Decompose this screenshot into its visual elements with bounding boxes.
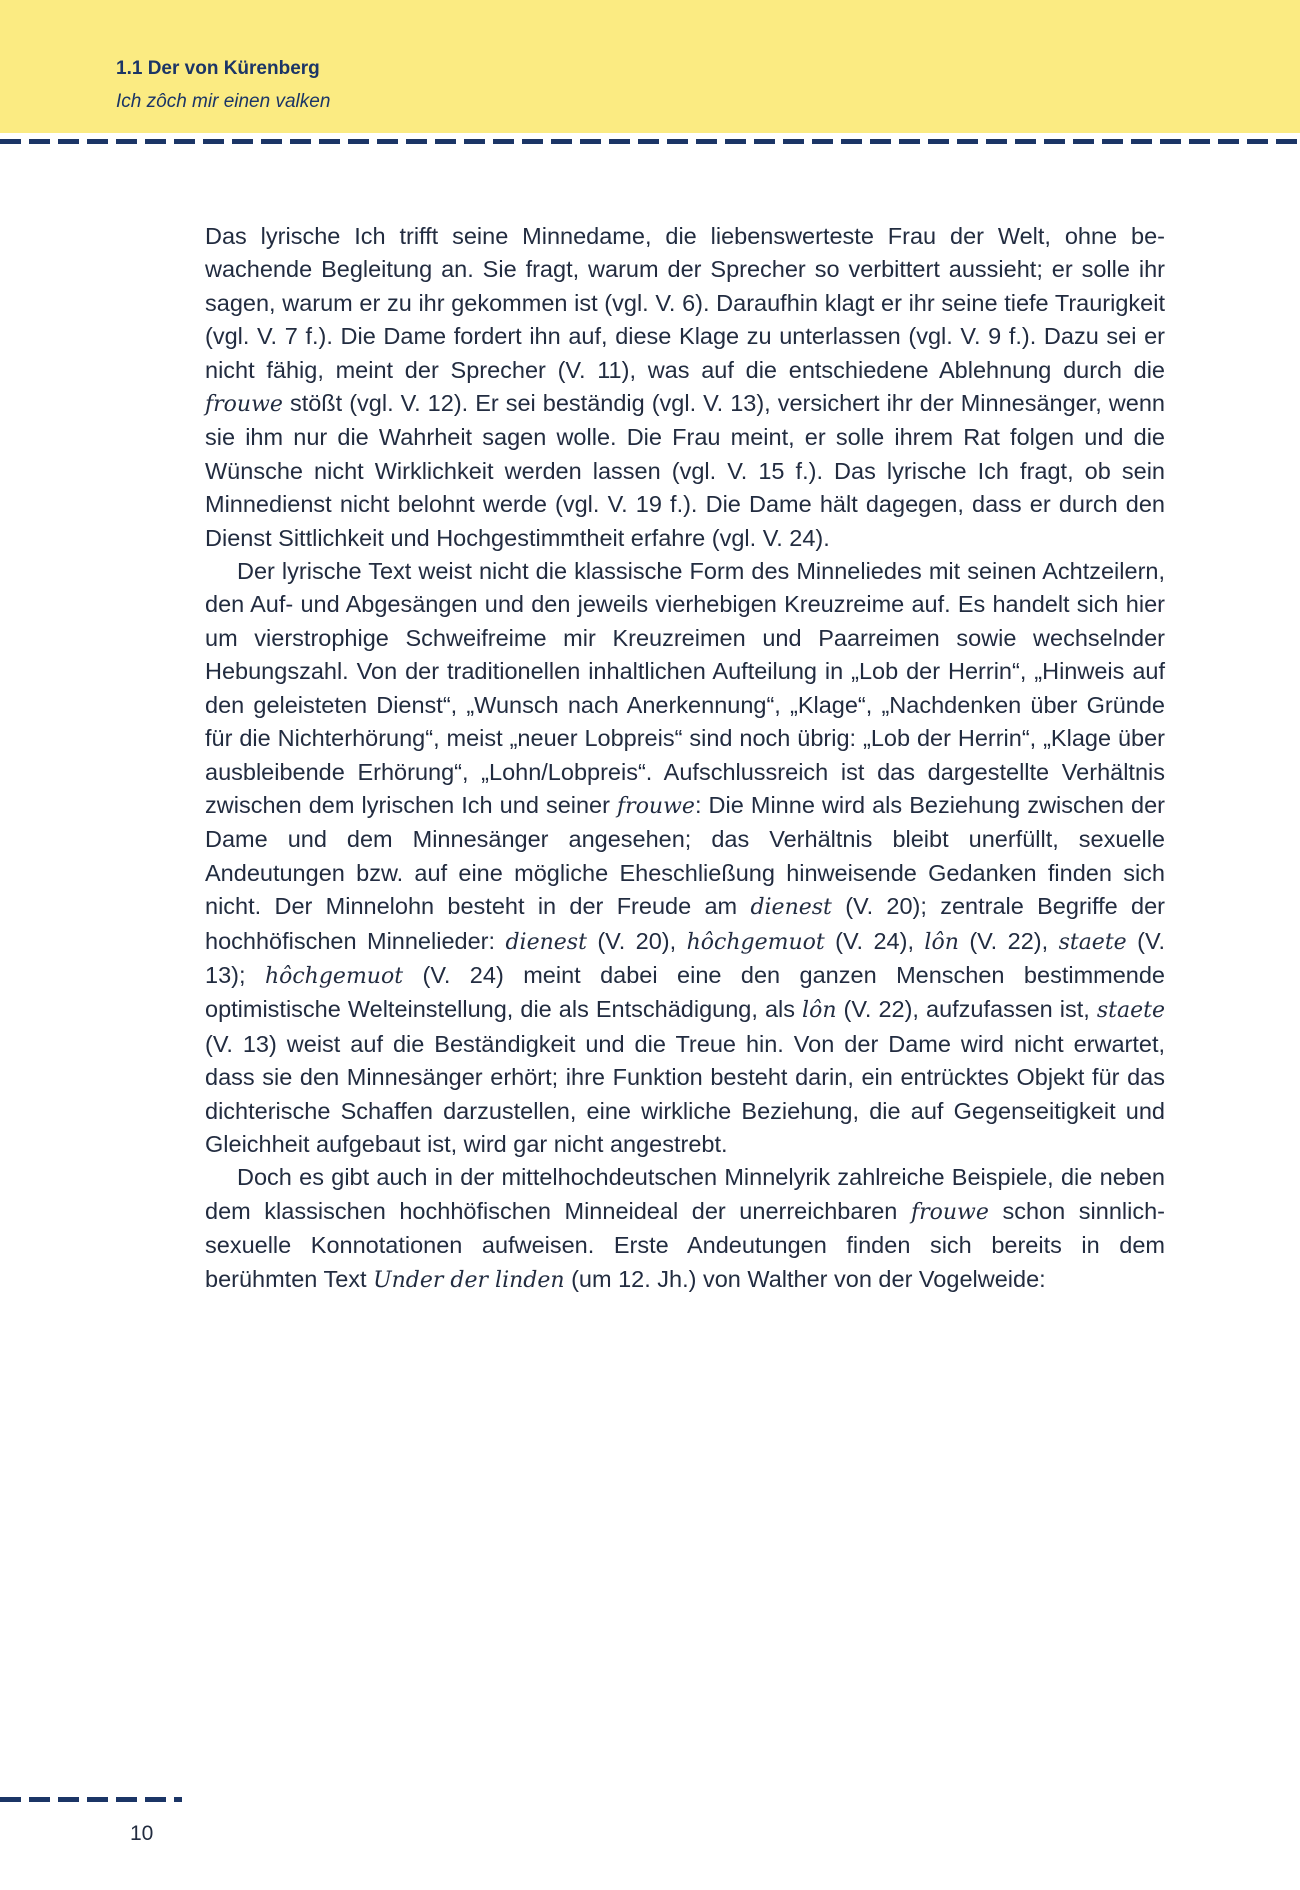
text-run: Doch es gibt auch in der mittelhochdeutschen Minnelyrik zahlreiche Beispiele, die neben dem klassischen hochhöfischen Minneideal der unerreichbaren bbox=[205, 1164, 1165, 1224]
italic-term: hôchgemuot bbox=[264, 963, 404, 989]
header-band bbox=[0, 0, 1300, 133]
italic-term: frouwe bbox=[205, 392, 283, 418]
text-run: (V. 24) meint dabei eine den ganzen Menschen bestimmende optimistische Welteinstellung, die als Entschädigung, als bbox=[205, 961, 1165, 1023]
italic-term: dienest bbox=[750, 895, 832, 921]
chapter-title: 1.1 Der von Kürenberg bbox=[116, 58, 320, 79]
text-run: (V. 13) weist auf die Beständigkeit und die Treue hin. Von der Dame wird nicht erwartet, dass sie den Minnesänger erhört; ihre Funktion besteht darin, ein entrücktes Objekt für das dichterische Schaffen darzustellen, eine wirkliche Beziehung, die auf Gegenseitigkeit und Gleichheit aufgebaut ist, wird gar nicht angestrebt. bbox=[205, 1030, 1165, 1157]
paragraph-3 bbox=[205, 1161, 1165, 1297]
text-run: (V. 13); bbox=[205, 927, 1166, 988]
text-run: : Die Minne wird als Beziehung zwischen der Dame und dem Minnesänger angesehen; das Verhältnis bleibt unerfüllt, sexuelle Andeutungen bzw. auf eine mögliche Eheschließung hinweisende Gedanken finden sich nicht. Der Minnelohn besteht in der Freude am bbox=[205, 791, 1165, 920]
section-subtitle: Ich zôch mir einen valken bbox=[116, 91, 331, 112]
page-number: 10 bbox=[130, 1822, 154, 1845]
text-run: Der lyrische Text weist nicht die klassische Form des Minneliedes mit seinen Achtzeilern, den Auf- und Abgesängen und den jeweils vierhebigen Kreuzreime auf. Es handelt sich hier um vierstrophige Schweifreime mir Kreuzreimen und Paarreimen sowie wechselnder Hebungszahl. Von der traditionellen inhaltlichen Aufteilung in „Lob der Herrin“, „Hinweis auf den geleisteten Dienst“, „Wunsch nach Anerkennung“, „Klage“, „Nachdenken über Gründe für die Nichterhörung“, meist „neuer Lobpreis“ sind noch übrig: „Lob der Herrin“, „Klage über ausbleibende Erhörung“, „Lohn/Lobpreis“. Aufschlussreich ist das dargestellte Verhältnis zwischen dem lyrischen Ich und seiner bbox=[205, 558, 1165, 818]
body-text bbox=[205, 220, 1165, 1297]
text-run: schon sinnlich-sexuelle Konnotationen aufweisen. Erste Andeutungen finden sich bereits in dem berühmten Text bbox=[205, 1197, 1165, 1292]
text-run: Das lyrische Ich trifft seine Minnedame, die liebenswerteste Frau der Welt, ohne bewachende Begleitung an. Sie fragt, warum der Sprecher so verbittert aussieht; er solle ihr sagen, warum er zu ihr gekommen ist (vgl. V. 6). Daraufhin klagt er ihr seine tiefe Traurigkeit (vgl. V. 7 f.). Die Dame fordert ihn auf, diese Klage zu unterlassen (vgl. V. 9 f.). Dazu sei er nicht fähig, meint der Sprecher (V. 11), was auf die entschiedene Ablehnung durch die bbox=[205, 223, 1165, 383]
italic-title: Under der linden bbox=[373, 1267, 565, 1293]
italic-term: staete bbox=[1058, 929, 1127, 955]
italic-term: staete bbox=[1096, 998, 1166, 1024]
header-dashed-rule bbox=[0, 139, 1300, 144]
italic-term: lôn bbox=[924, 929, 959, 955]
text-run: stößt (vgl. V. 12). Er sei beständig (vgl. V. 13), versichert ihr der Minnesänger, wenn sie ihm nur die Wahrheit sagen wolle. Die Frau meint, er solle ihrem Rat folgen und die Wünsche nicht Wirklichkeit werden lassen (vgl. V. 15 f.). Das lyrische Ich fragt, ob sein Minnedienst nicht belohnt werde (vgl. V. 19 f.). Die Dame hält dagegen, dass er durch den Dienst Sittlichkeit und Hochgestimmtheit erfahre (vgl. V. 24). bbox=[205, 390, 1165, 551]
text-run: (V. 22), aufzufassen ist, bbox=[836, 996, 1097, 1023]
italic-term: frouwe bbox=[910, 1199, 989, 1225]
italic-term: frouwe bbox=[617, 793, 695, 819]
text-run: (V. 22), bbox=[958, 927, 1059, 954]
italic-term: dienest bbox=[505, 929, 587, 955]
text-run: (V. 24), bbox=[824, 927, 925, 954]
text-run: (V. 20), bbox=[586, 927, 687, 954]
paragraph-1 bbox=[205, 220, 1165, 555]
text-run: (um 12. Jh.) von Walther von der Vogelweide: bbox=[564, 1265, 1046, 1292]
italic-term: lôn bbox=[802, 998, 837, 1024]
text-run: (V. 20); zentrale Begriffe der hochhöfischen Minnelieder: bbox=[205, 893, 1165, 954]
italic-term: hôchgemuot bbox=[686, 929, 825, 955]
paragraph-2 bbox=[205, 555, 1165, 1161]
footer-dashed-rule bbox=[0, 1797, 182, 1802]
